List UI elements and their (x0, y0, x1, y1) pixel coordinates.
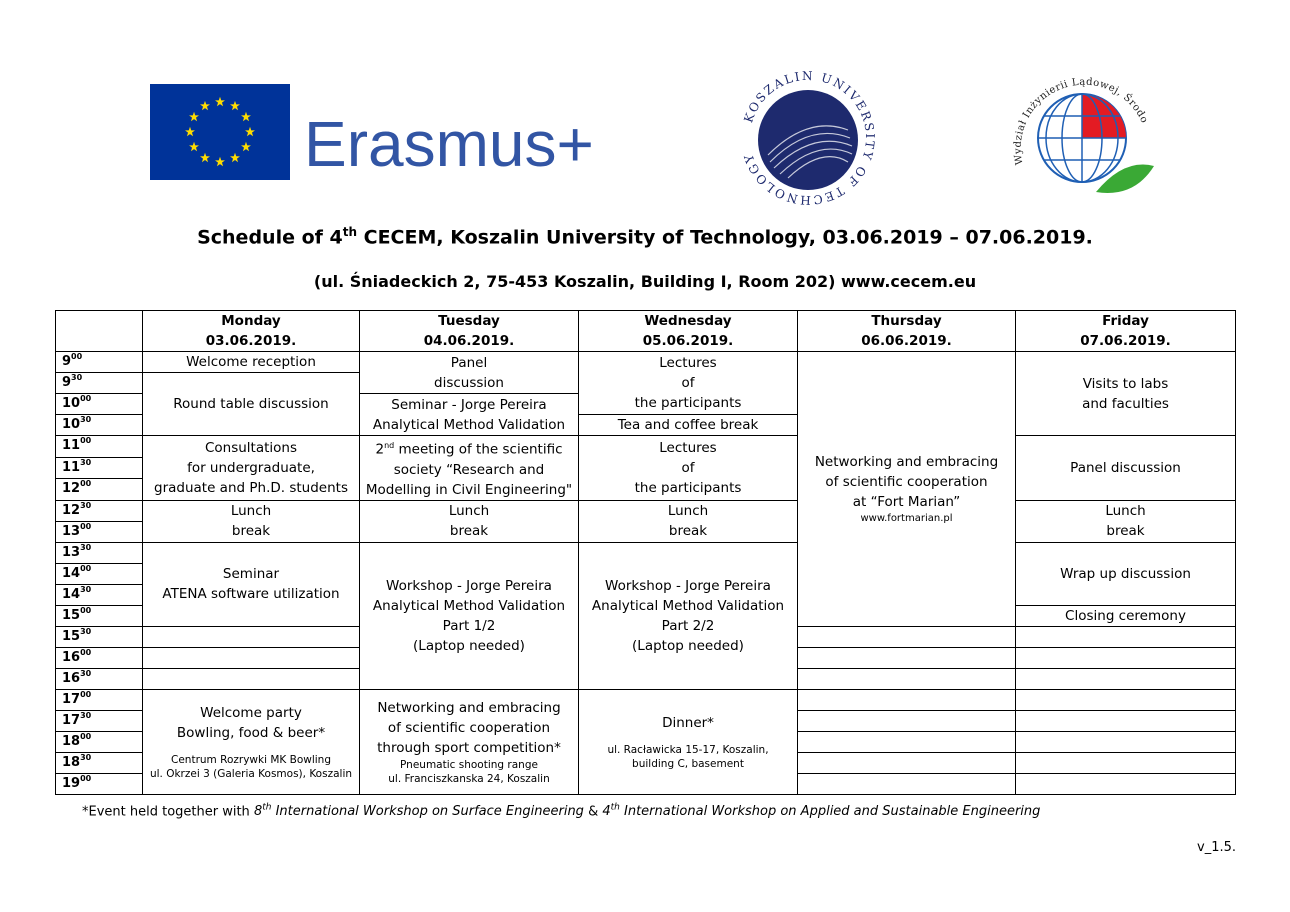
event-wrap-up: Wrap up discussion (1016, 542, 1236, 605)
eu-flag-logo (150, 84, 290, 180)
eu-stars-icon (150, 84, 290, 180)
event-lunch-wed: Lunch break (579, 500, 798, 542)
event-workshop-part2: Workshop - Jorge Pereira Analytical Method Validation Part 2/2 (Laptop needed) (579, 542, 798, 689)
empty-cell (1016, 731, 1236, 752)
event-sport-networking: Networking and embracing of scientific cooperation through sport competition* Pneumatic shooting range ul. Franciszkanska 24, Koszalin (360, 689, 579, 794)
faculty-globe-logo (1004, 58, 1160, 218)
time-slot: $14^{00}$ (56, 563, 143, 584)
event-lectures-wed-am: Lectures of the participants (579, 352, 798, 415)
empty-cell (1016, 668, 1236, 689)
time-slot: $13^{30}$ (56, 542, 143, 563)
time-slot: $16^{30}$ (56, 668, 143, 689)
svg-text:Wydział Inżynierii Lądowej, Śr: Wydział Inżynierii Lądowej, Środo (1012, 76, 1150, 166)
day-header-friday: Friday 07.06.2019. (1016, 311, 1236, 352)
event-seminar-pereira: Seminar - Jorge Pereira Analytical Method Validation (360, 394, 579, 436)
empty-cell (1016, 689, 1236, 710)
time-slot: $9^{00}$ (56, 352, 143, 373)
empty-cell (798, 626, 1016, 647)
time-slot: $18^{30}$ (56, 752, 143, 773)
time-slot: $12^{30}$ (56, 500, 143, 521)
schedule-table (55, 310, 1236, 795)
svg-text:KOSZALIN UNIVERSITY OF TECHNOL: KOSZALIN UNIVERSITY OF TECHNOLOGY (741, 68, 878, 208)
empty-cell (798, 689, 1016, 710)
event-lunch-mon: Lunch break (143, 500, 360, 542)
event-welcome-party: Welcome party Bowling, food & beer* Centrum Rozrywki MK Bowling ul. Okrzei 3 (Galeria Kosmos), Koszalin (143, 689, 360, 794)
version-label: v_1.5. (1197, 840, 1236, 855)
time-slot: $10^{30}$ (56, 415, 143, 436)
time-slot: $15^{30}$ (56, 626, 143, 647)
event-panel-discussion-tue: Panel discussion (360, 352, 579, 394)
event-welcome-reception: Welcome reception (143, 352, 360, 373)
header-row (56, 311, 1236, 352)
empty-cell (1016, 626, 1236, 647)
empty-cell (798, 752, 1016, 773)
event-dinner: Dinner* ul. Racławicka 15-17, Koszalin, building C, basement (579, 689, 798, 794)
footnote: *Event held together with 8th International Workshop on Surface Engineering & 4th International Workshop on Applied and Sustainable Engineering (82, 803, 1041, 820)
empty-cell (798, 731, 1016, 752)
time-slot: $15^{00}$ (56, 605, 143, 626)
time-slot: $11^{30}$ (56, 457, 143, 479)
empty-cell (143, 626, 360, 647)
event-closing-ceremony: Closing ceremony (1016, 605, 1236, 626)
empty-cell (798, 710, 1016, 731)
event-networking-fort-marian: Networking and embracing of scientific cooperation at “Fort Marian” www.fortmarian.pl (798, 352, 1016, 627)
time-slot: $9^{30}$ (56, 373, 143, 394)
time-slot: $14^{30}$ (56, 584, 143, 605)
event-lunch-fri: Lunch break (1016, 500, 1236, 542)
day-header-monday: Monday 03.06.2019. (143, 311, 360, 352)
event-seminar-atena: Seminar ATENA software utilization (143, 542, 360, 626)
time-slot: $19^{00}$ (56, 773, 143, 794)
empty-cell (1016, 647, 1236, 668)
page-title: Schedule of 4th CECEM, Koszalin University of Technology, 03.06.2019 – 07.06.2019. (197, 225, 1093, 249)
event-consultations: Consultations for undergraduate, graduate and Ph.D. students (143, 436, 360, 501)
event-tea-break: Tea and coffee break (579, 415, 798, 436)
empty-cell (143, 668, 360, 689)
time-slot: $17^{30}$ (56, 710, 143, 731)
time-slot: $13^{00}$ (56, 521, 143, 542)
empty-cell (798, 647, 1016, 668)
event-society-meeting: 2nd meeting of the scientific society “Research and Modelling in Civil Engineering" (360, 436, 579, 501)
empty-cell (143, 647, 360, 668)
event-workshop-part1: Workshop - Jorge Pereira Analytical Method Validation Part 1/2 (Laptop needed) (360, 542, 579, 689)
time-slot: $10^{00}$ (56, 394, 143, 415)
time-slot: $12^{00}$ (56, 479, 143, 501)
event-round-table: Round table discussion (143, 373, 360, 436)
empty-cell (798, 773, 1016, 794)
day-header-tuesday: Tuesday 04.06.2019. (360, 311, 579, 352)
event-panel-discussion-fri: Panel discussion (1016, 436, 1236, 501)
day-header-wednesday: Wednesday 05.06.2019. (579, 311, 798, 352)
time-slot: $16^{00}$ (56, 647, 143, 668)
day-header-thursday: Thursday 06.06.2019. (798, 311, 1016, 352)
event-visits-labs: Visits to labs and faculties (1016, 352, 1236, 436)
time-slot: $17^{00}$ (56, 689, 143, 710)
time-slot: $11^{00}$ (56, 436, 143, 458)
empty-cell (1016, 710, 1236, 731)
page-subtitle: (ul. Śniadeckich 2, 75-453 Koszalin, Building I, Room 202) www.cecem.eu (313, 272, 977, 291)
time-slot: $18^{00}$ (56, 731, 143, 752)
koszalin-university-logo (728, 60, 888, 210)
empty-cell (1016, 752, 1236, 773)
event-lectures-wed-midday: Lectures of the participants (579, 436, 798, 501)
empty-cell (798, 668, 1016, 689)
corner-cell (56, 311, 143, 352)
event-lunch-tue: Lunch break (360, 500, 579, 542)
erasmus-plus-logo-text: Erasmus+ (304, 108, 594, 180)
empty-cell (1016, 773, 1236, 794)
